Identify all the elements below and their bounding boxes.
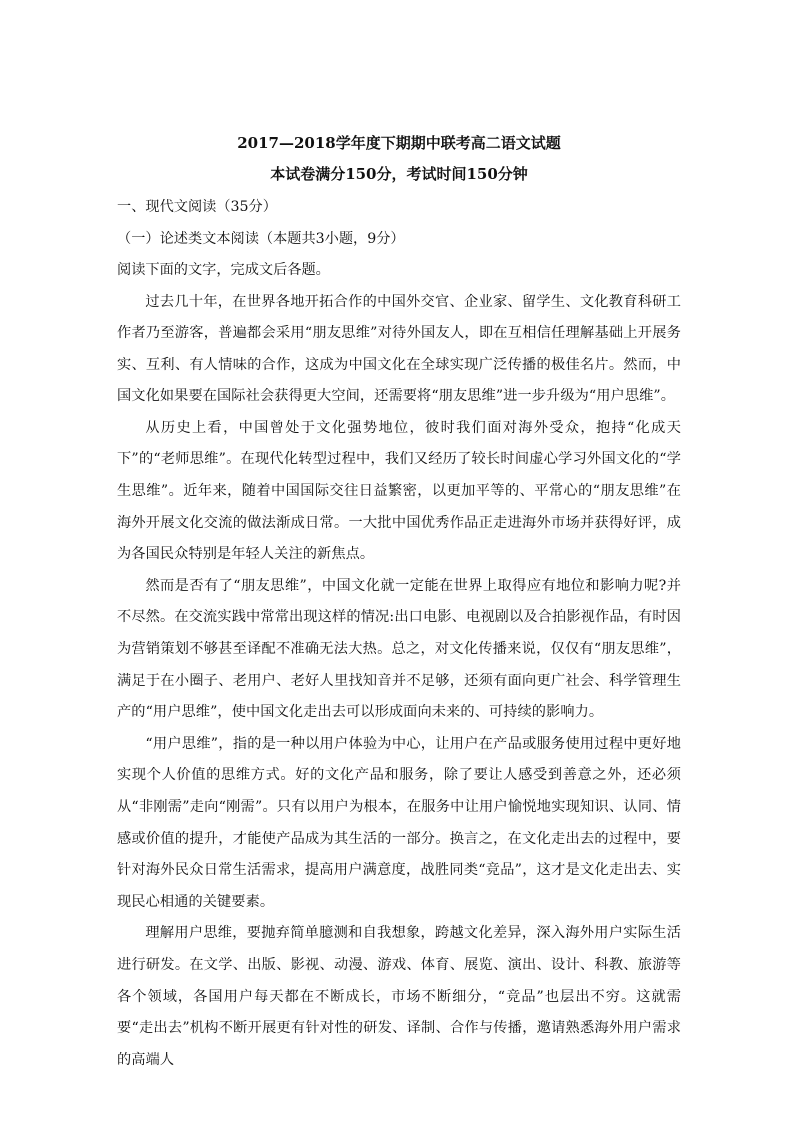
exam-subtitle: 本试卷满分150分，考试时间150分钟	[270, 165, 528, 183]
paragraph-3: 然而是否有了“朋友思维”，中国文化就一定能在世界上取得应有地位和影响力呢?并不尽然。在交流实践中常常出现这样的情况:出口电影、电视剧以及合拍影视作品，有时因为营销策划不够甚至译配不准确无法大热。总之，对文化传播来说，仅仅有“朋友思维”，满足于在小圈子、老用户、老好人里找知音并不足够，还须有面向更广社会、科学管理生产的“用户思维”，使中国文化走出去可以形成面向未来的、可持续的影响力。	[117, 577, 681, 721]
subsection-heading: （一）论述类文本阅读（本题共3小题，9分）	[117, 230, 405, 247]
exam-title: 2017—2018学年度下期期中联考高二语文试题	[237, 134, 561, 152]
paragraph-2: 从历史上看，中国曾处于文化强势地位，彼时我们面对海外受众，抱持“化成天下”的“老师思维”。在现代化转型过程中，我们又经历了较长时间虚心学习外国文化的“学生思维”。近年来，随着中国国际交往日益繁密，以更加平等的、平常心的“朋友思维”在海外开展文化交流的做法渐成日常。一大批中国优秀作品正走进海外市场并获得好评，成为各国民众特别是年轻人关注的新焦点。	[117, 419, 681, 563]
exam-content	[117, 128, 681, 1076]
section-heading: 一、现代文阅读（35分）	[117, 199, 277, 215]
paragraph-4: “用户思维”，指的是一种以用户体验为中心，让用户在产品或服务使用过程中更好地实现个人价值的思维方式。好的文化产品和服务，除了要让人感受到善意之外，还必须从“非刚需”走向“刚需”。只有以用户为根本，在服务中让用户愉悦地实现知识、认同、情感或价值的提升，才能使产品成为其生活的一部分。换言之，在文化走出去的过程中，要针对海外民众日常生活需求，提高用户满意度，战胜同类“竞品”，这才是文化走出去、实现民心相通的关键要素。	[117, 735, 681, 910]
paragraph-5: 理解用户思维，要抛弃简单臆测和自我想象，跨越文化差异，深入海外用户实际生活进行研发。在文学、出版、影视、动漫、游戏、体育、展览、演出、设计、科教、旅游等各个领域，各国用户每天都在不断成长，市场不断细分，“竞品”也层出不穷。这就需要“走出去”机构不断开展更有针对性的研发、译制、合作与传播，邀请熟悉海外用户需求的高端人	[117, 925, 681, 1068]
reading-instruction: 阅读下面的文字，完成文后各题。	[117, 262, 330, 278]
paragraph-1: 过去几十年，在世界各地开拓合作的中国外交官、企业家、留学生、文化教育科研工作者乃至游客，普遍都会采用“朋友思维”对待外国友人，即在互相信任理解基础上开展务实、互利、有人情味的合作，这成为中国文化在全球实现广泛传播的极佳名片。然而，中国文化如果要在国际社会获得更大空间，还需要将“朋友思维”进一步升级为“用户思维”。	[117, 293, 681, 405]
